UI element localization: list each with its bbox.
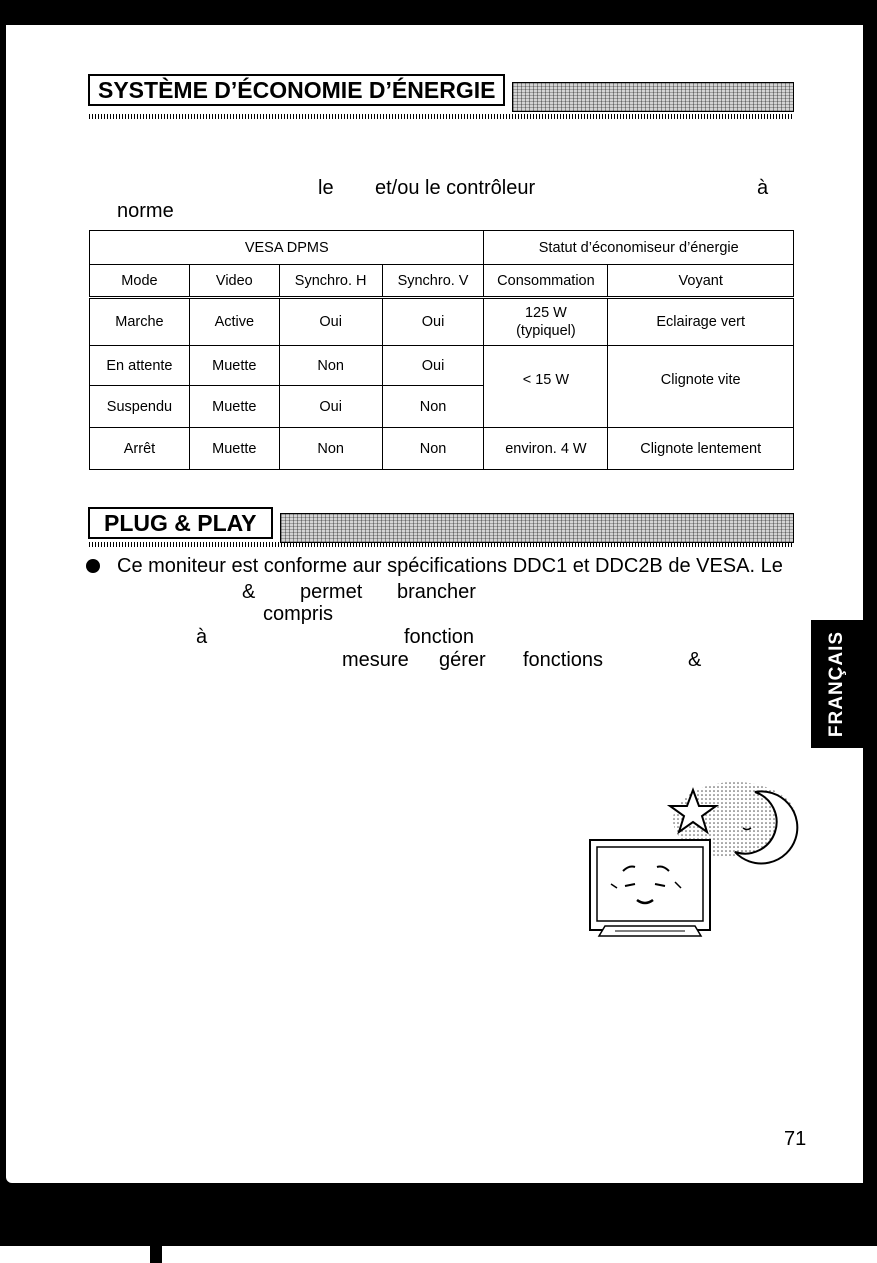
table-row — [90, 298, 794, 346]
column-header: Synchro. H — [279, 265, 382, 298]
text-fragment: gérer — [439, 649, 486, 671]
page-number: 71 — [784, 1128, 807, 1150]
column-header: Mode — [90, 265, 190, 298]
language-tab-label: FRANÇAIS — [826, 630, 848, 738]
text-fragment: fonctions — [523, 649, 604, 671]
power-value: 125 W — [524, 305, 567, 321]
cell-hsync: Oui — [279, 298, 382, 346]
section2-title: PLUG & PLAY — [88, 507, 273, 539]
bottom-strip — [0, 1246, 877, 1263]
cell-video: Muette — [189, 346, 279, 386]
plug-play-line: Ce moniteur est conforme aur spécifications DDC1 et DDC2B de VESA. Le — [117, 555, 783, 577]
cell-video: Active — [189, 298, 279, 346]
table-row — [90, 346, 794, 386]
cell-hsync: Non — [279, 346, 382, 386]
cell-mode: Arrêt — [90, 428, 190, 470]
cell-hsync: Oui — [279, 386, 382, 428]
power-note: (typiquel) — [516, 323, 576, 339]
text-fragment: brancher — [397, 581, 476, 603]
cell-mode: En attente — [90, 346, 190, 386]
text-fragment: & — [242, 581, 256, 603]
cell-vsync: Non — [382, 386, 484, 428]
intro-fragment: à — [757, 177, 769, 199]
column-header: Video — [189, 265, 279, 298]
language-tab — [811, 620, 863, 748]
table-row — [90, 428, 794, 470]
cell-video: Muette — [189, 386, 279, 428]
text-fragment: mesure — [342, 649, 409, 671]
text-fragment: à — [196, 626, 208, 648]
text-fragment: permet — [300, 581, 363, 603]
group-header-vesa-dpms: VESA DPMS — [90, 231, 484, 265]
sleeping-monitor-icon — [585, 770, 810, 950]
cell-mode: Suspendu — [90, 386, 190, 428]
section1-title: SYSTÈME D’ÉCONOMIE D’ÉNERGIE — [88, 74, 505, 106]
section1-underline — [89, 114, 794, 119]
column-header: Consommation — [484, 265, 608, 298]
section2-underline — [89, 542, 794, 547]
intro-fragment: le — [318, 177, 334, 199]
cell-power: environ. 4 W — [484, 428, 608, 470]
cell-video: Muette — [189, 428, 279, 470]
section2-header-band — [280, 513, 794, 543]
cell-mode: Marche — [90, 298, 190, 346]
cell-vsync: Non — [382, 428, 484, 470]
cell-vsync: Oui — [382, 346, 484, 386]
intro-fragment: norme — [117, 200, 174, 222]
intro-fragment: et/ou le contrôleur — [375, 177, 536, 199]
text-fragment: fonction — [404, 626, 475, 648]
cell-hsync: Non — [279, 428, 382, 470]
text-fragment: & — [688, 649, 702, 671]
cell-led-merged: Clignote vite — [608, 346, 794, 428]
dpms-table — [89, 230, 794, 470]
cell-power-merged: < 15 W — [484, 346, 608, 428]
column-header: Voyant — [608, 265, 794, 298]
bullet-icon — [86, 559, 100, 573]
cell-led: Clignote lentement — [608, 428, 794, 470]
text-fragment: compris — [263, 603, 334, 625]
column-header: Synchro. V — [382, 265, 484, 298]
cell-power — [484, 298, 608, 346]
cell-vsync: Oui — [382, 298, 484, 346]
group-header-power-status: Statut d’économiseur d’énergie — [484, 231, 794, 265]
section1-header-band — [512, 82, 794, 112]
cell-led: Eclairage vert — [608, 298, 794, 346]
